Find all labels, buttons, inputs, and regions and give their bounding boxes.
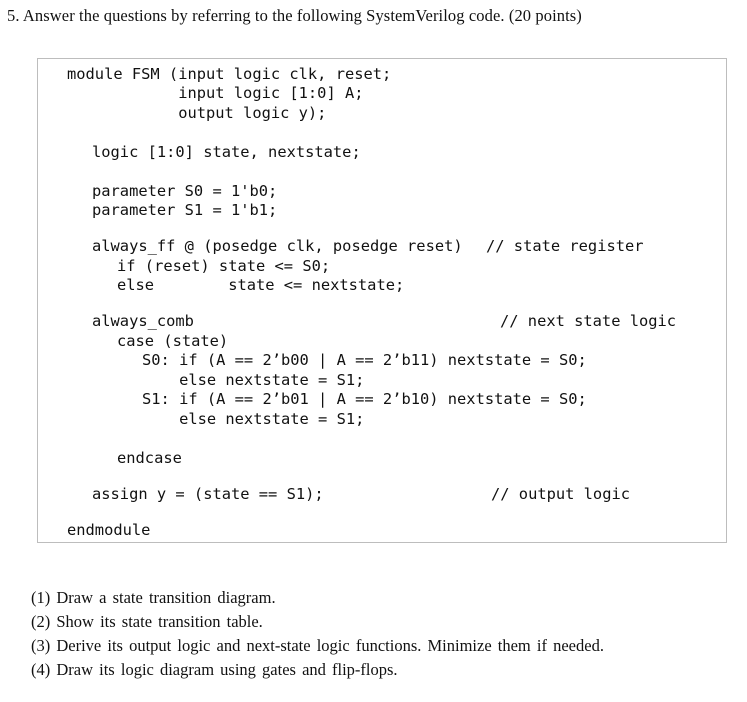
code-line: parameter S0 = 1'b0; bbox=[92, 182, 278, 200]
task-item: (3) Derive its output logic and next-state logic functions. Minimize them if needed. bbox=[31, 636, 604, 655]
code-line: if (reset) state <= S0; bbox=[117, 257, 331, 275]
code-line: else state <= nextstate; bbox=[117, 276, 405, 294]
code-line: assign y = (state == S1); bbox=[92, 485, 324, 503]
code-line: module FSM (input logic clk, reset; bbox=[67, 65, 392, 83]
code-line: endmodule bbox=[67, 521, 151, 539]
code-line: input logic [1:0] A; bbox=[67, 84, 364, 102]
task-item: (4) Draw its logic diagram using gates and flip-flops. bbox=[31, 660, 398, 679]
task-list bbox=[31, 588, 731, 684]
code-line: always_ff @ (posedge clk, posedge reset) bbox=[92, 237, 463, 255]
code-comment: // state register bbox=[486, 237, 644, 255]
code-line: else nextstate = S1; bbox=[142, 410, 365, 428]
code-comment: // next state logic bbox=[500, 312, 677, 330]
code-line: parameter S1 = 1'b1; bbox=[92, 201, 278, 219]
code-line: always_comb bbox=[92, 312, 194, 330]
code-block bbox=[37, 58, 727, 543]
code-line: endcase bbox=[117, 449, 182, 467]
question-title: 5. Answer the questions by referring to the following SystemVerilog code. (20 points) bbox=[7, 6, 582, 25]
code-line: output logic y); bbox=[67, 104, 327, 122]
code-line: logic [1:0] state, nextstate; bbox=[92, 143, 361, 161]
code-line: else nextstate = S1; bbox=[142, 371, 365, 389]
code-line: case (state) bbox=[117, 332, 229, 350]
code-comment: // output logic bbox=[491, 485, 630, 503]
code-line: S0: if (A == 2’b00 | A == 2’b11) nextstate = S0; bbox=[142, 351, 587, 369]
task-item: (1) Draw a state transition diagram. bbox=[31, 588, 276, 607]
code-line: S1: if (A == 2’b01 | A == 2’b10) nextstate = S0; bbox=[142, 390, 587, 408]
task-item: (2) Show its state transition table. bbox=[31, 612, 263, 631]
